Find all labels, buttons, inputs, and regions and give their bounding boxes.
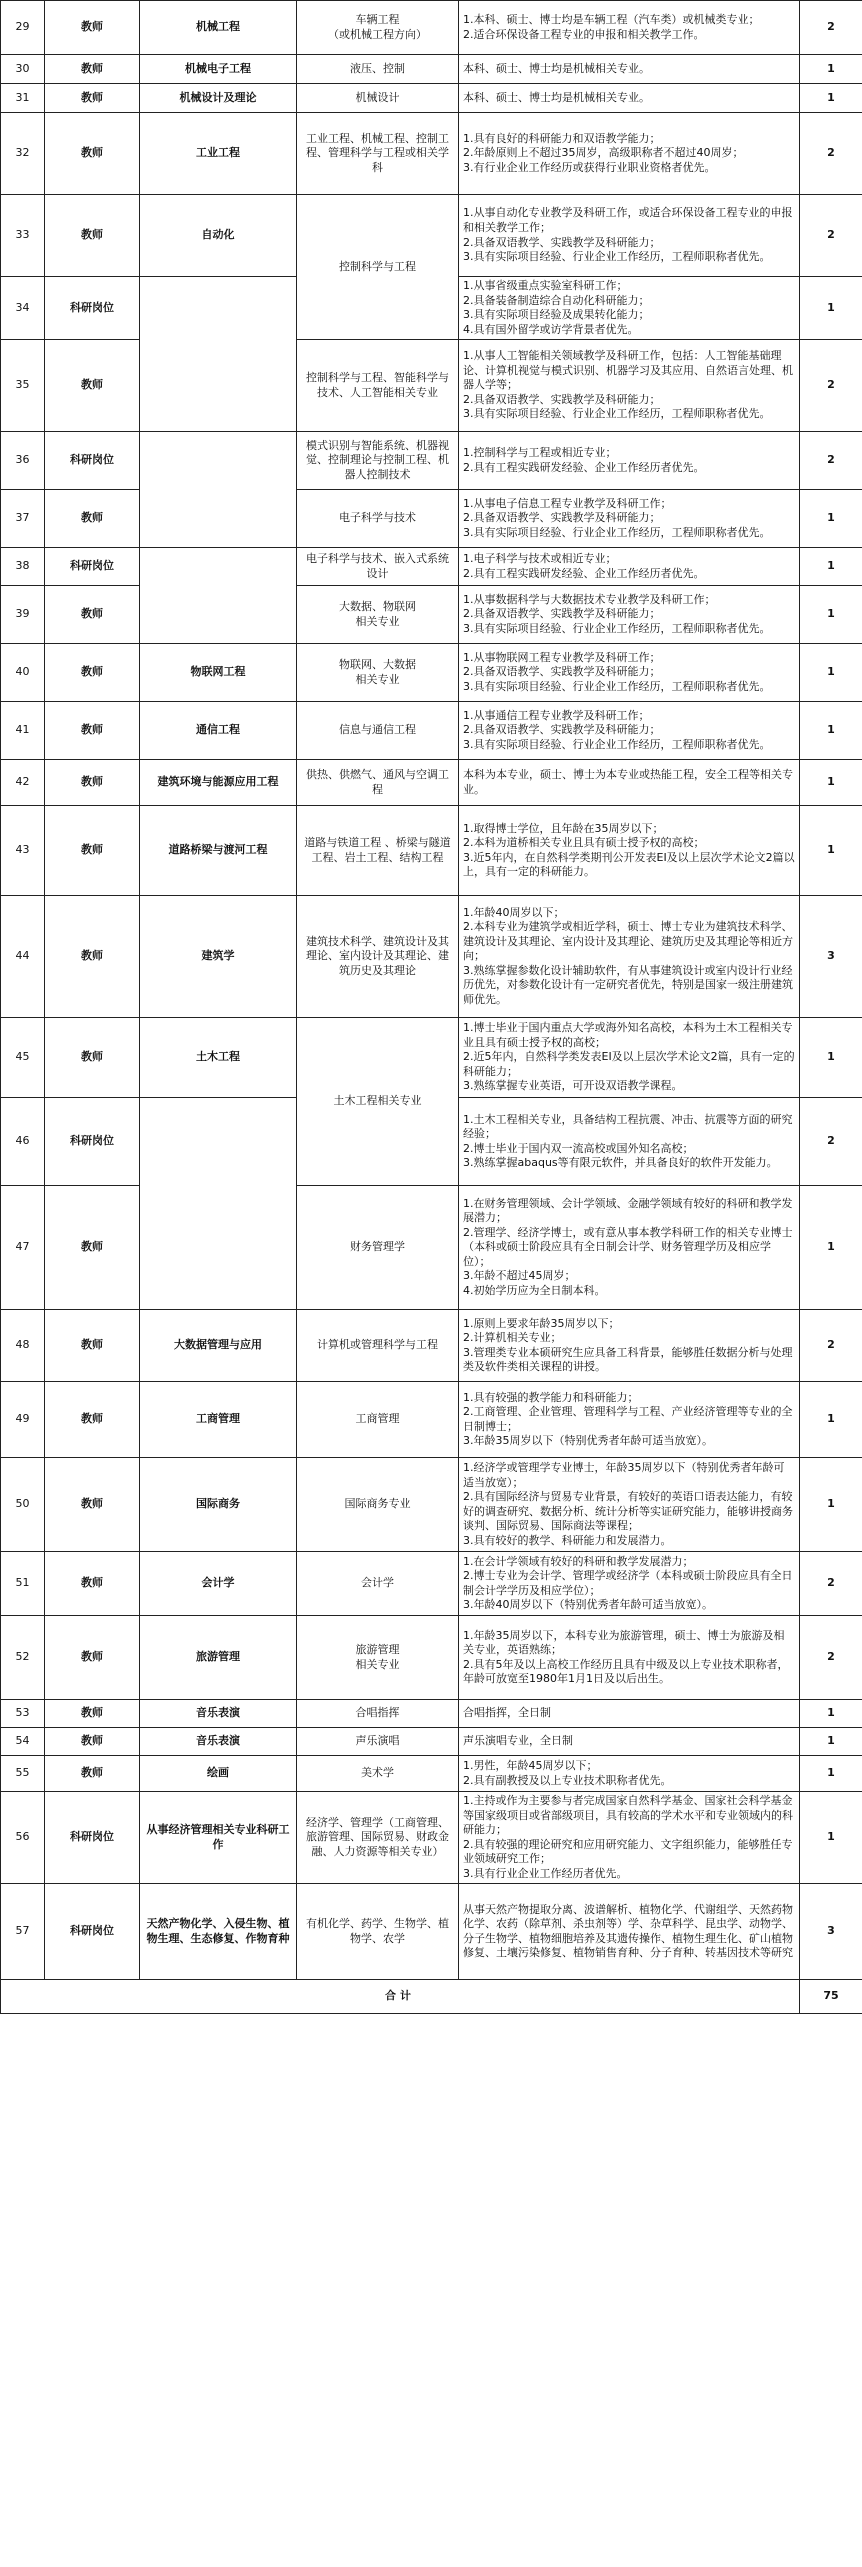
position-type: 教师 xyxy=(45,1018,140,1098)
row-number: 54 xyxy=(1,1728,45,1756)
research-direction: 供热、供燃气、通风与空调工程 xyxy=(297,760,459,806)
position-type: 教师 xyxy=(45,1186,140,1310)
research-direction: 土木工程相关专业 xyxy=(297,1018,459,1186)
major-name xyxy=(140,1098,297,1310)
row-number: 32 xyxy=(1,113,45,195)
total-count: 75 xyxy=(800,1980,862,2014)
row-number: 31 xyxy=(1,84,45,113)
headcount: 1 xyxy=(800,55,862,84)
requirements: 本科、硕士、博士均是机械相关专业。 xyxy=(459,84,800,113)
table-row xyxy=(1,84,862,113)
position-type: 科研岗位 xyxy=(45,432,140,490)
major-name: 通信工程 xyxy=(140,702,297,760)
research-direction: 电子科学与技术、嵌入式系统设计 xyxy=(297,548,459,586)
headcount: 1 xyxy=(800,490,862,548)
row-number: 30 xyxy=(1,55,45,84)
research-direction: 车辆工程 （或机械工程方向） xyxy=(297,1,459,55)
position-type: 教师 xyxy=(45,760,140,806)
position-type: 教师 xyxy=(45,806,140,896)
headcount: 2 xyxy=(800,1310,862,1382)
position-type: 教师 xyxy=(45,340,140,432)
headcount: 2 xyxy=(800,1,862,55)
total-row xyxy=(1,1980,862,2014)
requirements: 1.土木工程相关专业，具备结构工程抗震、冲击、抗震等方面的研究经验； 2.博士毕业于国内双一流高校或国外知名高校； 3.熟练掌握abaqus等有限元软件，并具备良好的软件开发能力。 xyxy=(459,1098,800,1186)
row-number: 47 xyxy=(1,1186,45,1310)
position-type: 教师 xyxy=(45,1458,140,1552)
table-row xyxy=(1,490,862,548)
requirements: 1.从事省级重点实验室科研工作； 2.具备装备制造综合自动化科研能力； 3.具有实际项目经验及成果转化能力； 4.具有国外留学或访学背景者优先。 xyxy=(459,277,800,340)
table-row xyxy=(1,1186,862,1310)
research-direction: 声乐演唱 xyxy=(297,1728,459,1756)
position-type: 科研岗位 xyxy=(45,277,140,340)
table-row xyxy=(1,1728,862,1756)
requirements: 1.主持或作为主要参与者完成国家自然科学基金、国家社会科学基金等国家级项目或省部级项目，具有较高的学术水平和专业领域内的科研能力； 2.具有较强的理论研究和应用研究能力、文字组织能力，能够胜任专业领域研究工作； 3.具有行业企业工作经历者优先。 xyxy=(459,1792,800,1884)
major-name xyxy=(140,277,297,432)
requirements: 1.在财务管理领域、会计学领域、金融学领域有较好的科研和教学发展潜力； 2.管理学、经济学博士，或有意从事本教学科研工作的相关专业博士（本科或硕士阶段应具有全日制会计学、财务管理学历及相应学位）； 3.年龄不超过45周岁； 4.初始学历应为全日制本科。 xyxy=(459,1186,800,1310)
table-row xyxy=(1,1382,862,1458)
position-type: 教师 xyxy=(45,84,140,113)
major-name: 土木工程 xyxy=(140,1018,297,1098)
major-name: 音乐表演 xyxy=(140,1728,297,1756)
major-name: 从事经济管理相关专业科研工作 xyxy=(140,1792,297,1884)
research-direction: 国际商务专业 xyxy=(297,1458,459,1552)
table-row xyxy=(1,113,862,195)
requirements: 本科、硕士、博士均是机械相关专业。 xyxy=(459,55,800,84)
row-number: 43 xyxy=(1,806,45,896)
requirements: 1.从事自动化专业教学及科研工作，或适合环保设备工程专业的申报和相关教学工作； 2.具备双语教学、实践教学及科研能力； 3.具有实际项目经验、行业企业工作经历，工程师职称者优先。 xyxy=(459,195,800,277)
row-number: 29 xyxy=(1,1,45,55)
position-type: 教师 xyxy=(45,1700,140,1728)
requirements: 1.从事数据科学与大数据技术专业教学及科研工作； 2.具备双语教学、实践教学及科研能力； 3.具有实际项目经验、行业企业工作经历，工程师职称者优先。 xyxy=(459,586,800,644)
position-type: 教师 xyxy=(45,113,140,195)
row-number: 34 xyxy=(1,277,45,340)
headcount: 1 xyxy=(800,1186,862,1310)
row-number: 49 xyxy=(1,1382,45,1458)
row-number: 57 xyxy=(1,1884,45,1980)
headcount: 2 xyxy=(800,113,862,195)
row-number: 40 xyxy=(1,644,45,702)
position-type: 科研岗位 xyxy=(45,1884,140,1980)
position-type: 教师 xyxy=(45,490,140,548)
position-type: 教师 xyxy=(45,702,140,760)
requirements: 合唱指挥，全日制 xyxy=(459,1700,800,1728)
requirements: 1.取得博士学位，且年龄在35周岁以下； 2.本科为道桥相关专业且具有硕士授予权的高校； 3.近5年内，在自然科学类期刊公开发表EI及以上层次学术论文2篇以上，具有一定的科研能力。 xyxy=(459,806,800,896)
headcount: 1 xyxy=(800,644,862,702)
major-name: 机械工程 xyxy=(140,1,297,55)
row-number: 51 xyxy=(1,1552,45,1616)
research-direction: 道路与铁道工程 、桥梁与隧道工程、岩土工程、结构工程 xyxy=(297,806,459,896)
table-row xyxy=(1,432,862,490)
requirements: 1.在会计学领域有较好的科研和教学发展潜力； 2.博士专业为会计学、管理学或经济学（本科或硕士阶段应具有全日制会计学学历及相应学位）； 3.年龄40周岁以下（特别优秀者年龄可适当放宽）。 xyxy=(459,1552,800,1616)
row-number: 56 xyxy=(1,1792,45,1884)
headcount: 1 xyxy=(800,1728,862,1756)
headcount: 1 xyxy=(800,1018,862,1098)
table-row xyxy=(1,1884,862,1980)
position-type: 科研岗位 xyxy=(45,548,140,586)
position-type: 科研岗位 xyxy=(45,1098,140,1186)
requirements: 本科为本专业，硕士、博士为本专业或热能工程，安全工程等相关专业。 xyxy=(459,760,800,806)
table-row xyxy=(1,806,862,896)
position-type: 教师 xyxy=(45,195,140,277)
position-type: 教师 xyxy=(45,644,140,702)
row-number: 37 xyxy=(1,490,45,548)
major-name: 音乐表演 xyxy=(140,1700,297,1728)
headcount: 1 xyxy=(800,1756,862,1792)
major-name: 大数据管理与应用 xyxy=(140,1310,297,1382)
total-label: 合计 xyxy=(1,1980,800,2014)
position-type: 科研岗位 xyxy=(45,1792,140,1884)
research-direction: 大数据、物联网 相关专业 xyxy=(297,586,459,644)
research-direction: 工商管理 xyxy=(297,1382,459,1458)
major-name: 建筑环境与能源应用工程 xyxy=(140,760,297,806)
row-number: 44 xyxy=(1,896,45,1018)
requirements: 1.从事物联网工程专业教学及科研工作； 2.具备双语教学、实践教学及科研能力； 3.具有实际项目经验、行业企业工作经历，工程师职称者优先。 xyxy=(459,644,800,702)
position-type: 教师 xyxy=(45,896,140,1018)
research-direction: 液压、控制 xyxy=(297,55,459,84)
headcount: 2 xyxy=(800,195,862,277)
table-row xyxy=(1,340,862,432)
requirements: 1.电子科学与技术或相近专业； 2.具有工程实践研发经验、企业工作经历者优先。 xyxy=(459,548,800,586)
requirements: 1.年龄40周岁以下； 2.本科专业为建筑学或相近学科，硕士、博士专业为建筑技术科学、建筑设计及其理论、室内设计及其理论、建筑历史及其理论等相近方向； 3.熟练掌握参数化设计辅助软件，有从事建筑设计或室内设计行业经历优先，对参数化设计有一定研究者优先，特别是国家一级注册建筑师优先。 xyxy=(459,896,800,1018)
row-number: 52 xyxy=(1,1616,45,1700)
headcount: 1 xyxy=(800,1458,862,1552)
major-name: 会计学 xyxy=(140,1552,297,1616)
headcount: 2 xyxy=(800,432,862,490)
headcount: 1 xyxy=(800,760,862,806)
row-number: 55 xyxy=(1,1756,45,1792)
research-direction: 计算机或管理科学与工程 xyxy=(297,1310,459,1382)
row-number: 33 xyxy=(1,195,45,277)
research-direction: 工业工程、机械工程、控制工程、管理科学与工程或相关学科 xyxy=(297,113,459,195)
headcount: 1 xyxy=(800,1792,862,1884)
table-row xyxy=(1,644,862,702)
table-row xyxy=(1,1018,862,1098)
major-name: 工业工程 xyxy=(140,113,297,195)
headcount: 1 xyxy=(800,702,862,760)
headcount: 2 xyxy=(800,340,862,432)
major-name: 自动化 xyxy=(140,195,297,277)
row-number: 38 xyxy=(1,548,45,586)
headcount: 2 xyxy=(800,1098,862,1186)
position-type: 教师 xyxy=(45,1382,140,1458)
major-name: 机械电子工程 xyxy=(140,55,297,84)
headcount: 3 xyxy=(800,896,862,1018)
row-number: 48 xyxy=(1,1310,45,1382)
headcount: 1 xyxy=(800,84,862,113)
major-name: 物联网工程 xyxy=(140,644,297,702)
requirements: 1.从事人工智能相关领域教学及科研工作，包括：人工智能基础理论、计算机视觉与模式识别、机器学习及其应用、自然语言处理、机器人学等； 2.具备双语教学、实践教学及科研能力； 3.具有实际项目经验、行业企业工作经历，工程师职称者优先。 xyxy=(459,340,800,432)
research-direction: 有机化学、药学、生物学、植物学、农学 xyxy=(297,1884,459,1980)
table-row xyxy=(1,760,862,806)
research-direction: 美术学 xyxy=(297,1756,459,1792)
major-name: 旅游管理 xyxy=(140,1616,297,1700)
research-direction: 控制科学与工程、智能科学与技术、人工智能相关专业 xyxy=(297,340,459,432)
major-name: 建筑学 xyxy=(140,896,297,1018)
position-type: 教师 xyxy=(45,586,140,644)
position-type: 教师 xyxy=(45,1616,140,1700)
row-number: 45 xyxy=(1,1018,45,1098)
headcount: 1 xyxy=(800,806,862,896)
research-direction: 财务管理学 xyxy=(297,1186,459,1310)
major-name: 国际商务 xyxy=(140,1458,297,1552)
table-row xyxy=(1,1616,862,1700)
row-number: 46 xyxy=(1,1098,45,1186)
table-row xyxy=(1,1792,862,1884)
table-row xyxy=(1,896,862,1018)
table-row xyxy=(1,1,862,55)
research-direction: 旅游管理 相关专业 xyxy=(297,1616,459,1700)
major-name: 天然产物化学、入侵生物、植物生理、生态修复、作物育种 xyxy=(140,1884,297,1980)
position-type: 教师 xyxy=(45,1728,140,1756)
headcount: 3 xyxy=(800,1884,862,1980)
requirements: 1.从事通信工程专业教学及科研工作； 2.具备双语教学、实践教学及科研能力； 3.具有实际项目经验、行业企业工作经历，工程师职称者优先。 xyxy=(459,702,800,760)
requirements: 1.男性，年龄45周岁以下； 2.具有副教授及以上专业技术职称者优先。 xyxy=(459,1756,800,1792)
research-direction: 建筑技术科学、建筑设计及其理论、室内设计及其理论、建筑历史及其理论 xyxy=(297,896,459,1018)
table-row xyxy=(1,195,862,277)
headcount: 1 xyxy=(800,1382,862,1458)
requirements: 1.从事电子信息工程专业教学及科研工作； 2.具备双语教学、实践教学及科研能力； 3.具有实际项目经验、行业企业工作经历，工程师职称者优先。 xyxy=(459,490,800,548)
headcount: 2 xyxy=(800,1616,862,1700)
requirements: 1.具有良好的科研能力和双语教学能力； 2.年龄原则上不超过35周岁，高级职称者不超过40周岁； 3.有行业企业工作经历或获得行业职业资格者优先。 xyxy=(459,113,800,195)
requirements: 1.经济学或管理学专业博士，年龄35周岁以下（特别优秀者年龄可适当放宽）； 2.具有国际经济与贸易专业背景，有较好的英语口语表达能力，有较好的调查研究、数据分析、统计分析等实证研究能力，能够讲授商务谈判、国际贸易、国际商法等课程； 3.具有较好的教学、科研能力和发展潜力。 xyxy=(459,1458,800,1552)
research-direction: 控制科学与工程 xyxy=(297,195,459,340)
row-number: 42 xyxy=(1,760,45,806)
position-type: 教师 xyxy=(45,1310,140,1382)
table-row xyxy=(1,55,862,84)
major-name xyxy=(140,548,297,644)
requirements: 1.具有较强的教学能力和科研能力； 2.工商管理、企业管理、管理科学与工程、产业经济管理等专业的全日制博士； 3.年龄35周岁以下（特别优秀者年龄可适当放宽）。 xyxy=(459,1382,800,1458)
table-row xyxy=(1,586,862,644)
position-type: 教师 xyxy=(45,1552,140,1616)
research-direction: 会计学 xyxy=(297,1552,459,1616)
headcount: 2 xyxy=(800,1552,862,1616)
position-type: 教师 xyxy=(45,1,140,55)
position-type: 教师 xyxy=(45,55,140,84)
research-direction: 经济学、管理学（工商管理、旅游管理、国际贸易、财政金融、人力资源等相关专业） xyxy=(297,1792,459,1884)
row-number: 36 xyxy=(1,432,45,490)
research-direction: 物联网、大数据 相关专业 xyxy=(297,644,459,702)
research-direction: 电子科学与技术 xyxy=(297,490,459,548)
requirements: 1.年龄35周岁以下，本科专业为旅游管理，硕士、博士为旅游及相关专业，英语熟练； 2.具有5年及以上高校工作经历且具有中级及以上专业技术职称者，年龄可放宽至1980年1月1日及以后出生。 xyxy=(459,1616,800,1700)
requirements: 从事天然产物提取分离、波谱解析、植物化学、代谢组学、天然药物化学、农药（除草剂、杀虫剂等）学、杂草科学、昆虫学、动物学、分子生物学、植物细胞培养及其遗传操作、植物生理生化、矿山植物修复、土壤污染修复、植物销售育种、分子育种、转基因技术等研究 xyxy=(459,1884,800,1980)
requirements: 1.博士毕业于国内重点大学或海外知名高校，本科为土木工程相关专业且具有硕士授予权的高校； 2.近5年内，自然科学类发表EI及以上层次学术论文2篇，具有一定的科研能力； 3.熟练掌握专业英语，可开设双语教学课程。 xyxy=(459,1018,800,1098)
headcount: 1 xyxy=(800,586,862,644)
row-number: 39 xyxy=(1,586,45,644)
research-direction: 信息与通信工程 xyxy=(297,702,459,760)
table-row xyxy=(1,702,862,760)
row-number: 50 xyxy=(1,1458,45,1552)
requirements: 1.本科、硕士、博士均是车辆工程（汽车类）或机械类专业； 2.适合环保设备工程专业的申报和相关教学工作。 xyxy=(459,1,800,55)
headcount: 1 xyxy=(800,1700,862,1728)
position-type: 教师 xyxy=(45,1756,140,1792)
major-name: 道路桥梁与渡河工程 xyxy=(140,806,297,896)
requirements: 1.原则上要求年龄35周岁以下； 2.计算机相关专业； 3.管理类专业本硕研究生应具备工科背景，能够胜任数据分析与处理类及软件类相关课程的讲授。 xyxy=(459,1310,800,1382)
table-row xyxy=(1,548,862,586)
table-row xyxy=(1,1310,862,1382)
requirements: 1.控制科学与工程或相近专业； 2.具有工程实践研发经验、企业工作经历者优先。 xyxy=(459,432,800,490)
headcount: 1 xyxy=(800,548,862,586)
research-direction: 机械设计 xyxy=(297,84,459,113)
major-name: 工商管理 xyxy=(140,1382,297,1458)
row-number: 41 xyxy=(1,702,45,760)
table-row xyxy=(1,1458,862,1552)
row-number: 35 xyxy=(1,340,45,432)
requirements: 声乐演唱专业，全日制 xyxy=(459,1728,800,1756)
research-direction: 模式识别与智能系统、机器视觉、控制理论与控制工程、机器人控制技术 xyxy=(297,432,459,490)
table-row xyxy=(1,1700,862,1728)
row-number: 53 xyxy=(1,1700,45,1728)
table-row xyxy=(1,1552,862,1616)
table-row xyxy=(1,1756,862,1792)
research-direction: 合唱指挥 xyxy=(297,1700,459,1728)
headcount: 1 xyxy=(800,277,862,340)
major-name: 绘画 xyxy=(140,1756,297,1792)
major-name xyxy=(140,432,297,548)
major-name: 机械设计及理论 xyxy=(140,84,297,113)
